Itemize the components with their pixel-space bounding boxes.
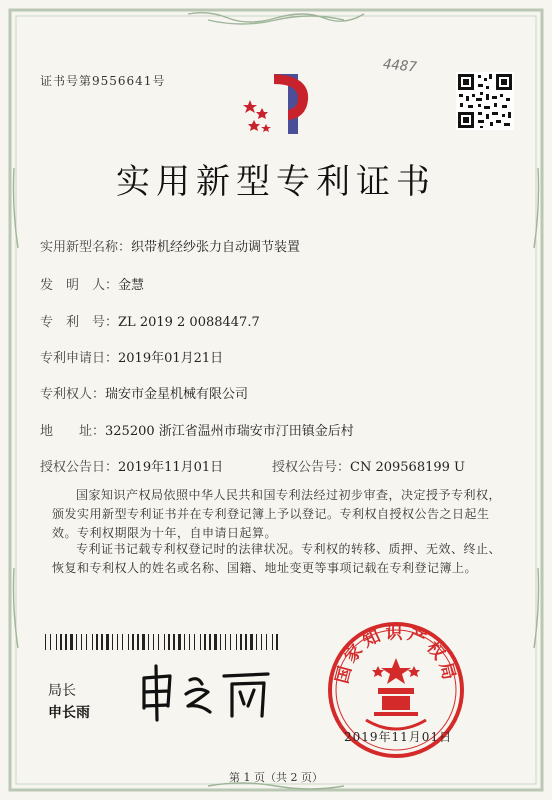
barcode-bar: [101, 634, 103, 650]
field-grant-date: [40, 456, 223, 475]
field-value: 325200 浙江省温州市瑞安市汀田镇金后村: [105, 424, 354, 439]
barcode-bar: [112, 634, 113, 650]
barcode-bar: [132, 634, 134, 650]
barcode-bar: [189, 634, 190, 650]
barcode-bar: [178, 634, 181, 650]
field-label: 专利申请日：: [40, 351, 119, 366]
cnipa-emblem-icon: [236, 70, 320, 140]
field-patent-number: [40, 311, 260, 330]
barcode-bar: [142, 634, 145, 650]
barcode-bar: [164, 634, 165, 650]
barcode-bar: [173, 634, 175, 650]
barcode-bar: [240, 634, 242, 650]
barcode-bar: [230, 634, 231, 650]
qr-code: [456, 72, 514, 130]
barcode-bar: [158, 634, 159, 650]
barcode-bar: [153, 634, 154, 650]
field-patentee: [40, 383, 248, 402]
field-label: 地 址：: [40, 424, 106, 439]
legal-status-paragraph: 专利证书记载专利权登记时的法律状况。专利权的转移、质押、无效、终止、恢复和专利权人的姓名或名称、国籍、地址变更等事项记载在专利登记簿上。: [52, 542, 502, 575]
barcode: [45, 634, 281, 650]
certificate-title: 实用新型专利证书: [116, 162, 436, 202]
certificate-number: 证书号第9556641号: [40, 74, 166, 88]
barcode-bar: [81, 634, 82, 650]
field-utility-model-name: [40, 236, 300, 255]
field-label: 授权公告号：: [272, 460, 351, 475]
barcode-bar: [209, 634, 211, 650]
barcode-bar: [276, 634, 278, 650]
handwritten-signature: [128, 656, 278, 726]
barcode-bar: [128, 634, 129, 650]
field-value: 瑞安市金星机械有限公司: [105, 387, 249, 402]
barcode-bar: [184, 634, 185, 650]
field-inventor: [40, 274, 144, 293]
grant-statement-paragraph: 国家知识产权局依照中华人民共和国专利法经过初步审查，决定授予专利权，颁发实用新型专利证书并在专利登记簿上予以登记。专利权自授权公告之日起生效。专利权期限为十年，自申请日起算。: [52, 488, 502, 540]
barcode-bar: [220, 634, 221, 650]
field-application-date: [40, 347, 223, 366]
barcode-bar: [86, 634, 87, 650]
seal-text: 国家知识产权局: [332, 623, 460, 686]
barcode-bar: [266, 634, 267, 650]
barcode-bar: [56, 634, 57, 650]
barcode-bar: [45, 634, 46, 650]
field-value: 金慧: [118, 278, 145, 293]
field-label: 发 明 人：: [40, 278, 119, 293]
barcode-bar: [106, 634, 109, 650]
barcode-bar: [117, 634, 118, 650]
barcode-bar: [204, 634, 206, 650]
barcode-bar: [168, 634, 170, 650]
barcode-bar: [76, 634, 77, 650]
field-value: 织带机经纱张力自动调节装置: [131, 240, 301, 255]
barcode-bar: [60, 634, 62, 650]
field-label: 专利权人：: [40, 387, 106, 402]
barcode-bar: [272, 634, 273, 650]
officer-name: 申长雨: [48, 705, 90, 721]
barcode-bar: [236, 634, 237, 650]
barcode-bar: [261, 634, 262, 650]
barcode-bar: [245, 634, 247, 650]
field-label: 实用新型名称：: [40, 240, 132, 255]
barcode-bar: [137, 634, 139, 650]
field-address: [40, 420, 354, 439]
barcode-bar: [214, 634, 217, 650]
barcode-bar: [65, 634, 67, 650]
issue-date: 2019年11月01日: [344, 730, 453, 744]
barcode-bar: [200, 634, 201, 650]
barcode-bar: [256, 634, 257, 650]
officer-title: 局长: [48, 683, 76, 699]
barcode-bar: [194, 634, 195, 650]
barcode-bar: [122, 634, 123, 650]
barcode-bar: [250, 634, 253, 650]
barcode-bar: [96, 634, 98, 650]
handwritten-note: 4487: [382, 56, 418, 76]
page-number: 第 1 页（共 2 页）: [229, 771, 323, 784]
field-label: 专 利 号：: [40, 315, 119, 330]
barcode-bar: [70, 634, 73, 650]
field-value: ZL 2019 2 0088447.7: [118, 315, 260, 330]
barcode-bar: [225, 634, 226, 650]
field-value: 2019年11月01日: [118, 460, 224, 475]
field-label: 授权公告日：: [40, 460, 119, 475]
barcode-bar: [50, 634, 51, 650]
field-grant-number: [272, 456, 465, 475]
barcode-bar: [92, 634, 93, 650]
field-value: 2019年01月21日: [118, 351, 224, 366]
barcode-bar: [148, 634, 149, 650]
field-value: CN 209568199 U: [350, 460, 465, 475]
